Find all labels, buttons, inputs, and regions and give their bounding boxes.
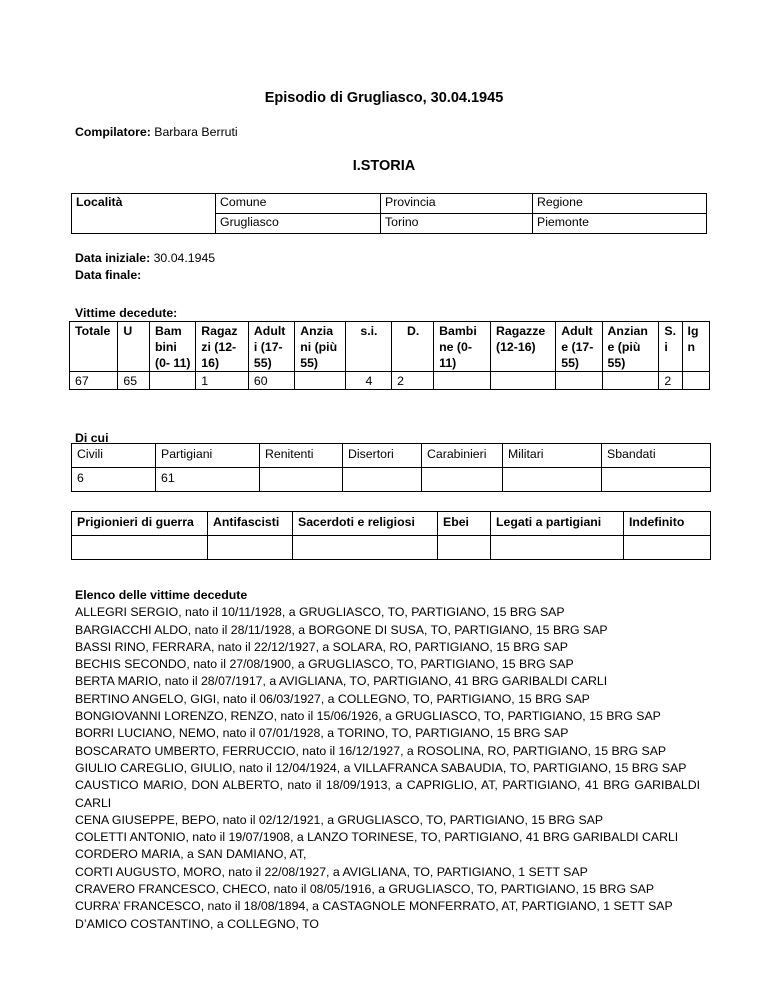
data-finale-label: Data finale: bbox=[75, 268, 142, 282]
categoria-value: 61 bbox=[156, 468, 260, 492]
categoria-value bbox=[343, 468, 422, 492]
elenco-line: D’AMICO COSTANTINO, a COLLEGNO, TO bbox=[75, 916, 319, 931]
di-cui-label: Di cui bbox=[75, 431, 109, 445]
vittime-value bbox=[149, 372, 195, 390]
data-iniziale-label: Data iniziale: bbox=[75, 251, 151, 265]
categoria-value bbox=[422, 468, 503, 492]
vittime-value bbox=[682, 372, 709, 390]
categoria-header: Sbandati bbox=[602, 444, 711, 468]
vittime-value: 2 bbox=[392, 372, 434, 390]
categoria-value bbox=[503, 468, 602, 492]
vittime-header: U bbox=[118, 322, 150, 372]
data-iniziale-value: 30.04.1945 bbox=[153, 251, 216, 265]
regione-value: Piemonte bbox=[533, 214, 707, 234]
vittime-header: Bambi ne (0- 11) bbox=[434, 322, 491, 372]
vittime-header: Bam bini (0- 11) bbox=[149, 322, 195, 372]
elenco-line: CURRA’ FRANCESCO, nato il 18/08/1894, a CASTAGNOLE MONFERRATO, AT, PARTIGIANO, 1 SETT SAP bbox=[75, 899, 673, 914]
categoria-value bbox=[602, 468, 711, 492]
vittime-value: 65 bbox=[118, 372, 150, 390]
elenco-title: Elenco delle vittime decedute bbox=[75, 588, 248, 602]
categoria2-header: Sacerdoti e religiosi bbox=[293, 512, 438, 536]
compilatore-value: Barbara Berruti bbox=[154, 125, 238, 139]
categoria-header: Militari bbox=[503, 444, 602, 468]
vittime-header-row bbox=[70, 322, 710, 372]
vittime-value: 1 bbox=[196, 372, 249, 390]
vittime-header: Anzian e (più 55) bbox=[602, 322, 659, 372]
categoria-header: Renitenti bbox=[260, 444, 343, 468]
vittime-header: S. i bbox=[659, 322, 682, 372]
vittime-header: s.i. bbox=[345, 322, 391, 372]
elenco-line: BOSCARATO UMBERTO, FERRUCCIO, nato il 16/12/1927, a ROSOLINA, RO, PARTIGIANO, 15 BRG SAP bbox=[75, 743, 667, 758]
vittime-value: 60 bbox=[248, 372, 294, 390]
categorie-table-1 bbox=[71, 443, 711, 492]
vittime-value: 67 bbox=[70, 372, 118, 390]
categoria-header: Disertori bbox=[343, 444, 422, 468]
vittime-table bbox=[69, 321, 710, 390]
elenco-line: CENA GIUSEPPE, BEPO, nato il 02/12/1921, a GRUGLIASCO, TO, PARTIGIANO, 15 BRG SAP bbox=[75, 812, 604, 827]
categoria2-header: Prigionieri di guerra bbox=[72, 512, 208, 536]
vittime-values-row bbox=[70, 372, 710, 390]
compilatore bbox=[75, 125, 238, 139]
vittime-header: D. bbox=[392, 322, 434, 372]
categoria2-value bbox=[208, 536, 293, 560]
vittime-header: Adult e (17- 55) bbox=[556, 322, 602, 372]
elenco-vittime bbox=[75, 587, 700, 933]
vittime-header: Totale bbox=[70, 322, 118, 372]
comune-label: Comune bbox=[216, 194, 381, 214]
categorie-table-2 bbox=[71, 511, 711, 560]
elenco-line: CAUSTICO MARIO, DON ALBERTO, nato il 18/09/1913, a CAPRIGLIO, AT, PARTIGIANO, 41 BRG GARIBALDI bbox=[75, 778, 700, 793]
categoria2-value bbox=[438, 536, 491, 560]
vittime-header: Ig n bbox=[682, 322, 709, 372]
elenco-line: CORDERO MARIA, a SAN DAMIANO, AT, bbox=[75, 847, 307, 862]
categoria2-value bbox=[624, 536, 711, 560]
vittime-header: Anzia ni (più 55) bbox=[295, 322, 346, 372]
localita-table bbox=[71, 193, 707, 234]
categorie2-values-row bbox=[72, 536, 711, 560]
data-iniziale bbox=[75, 250, 215, 266]
categoria-value: 6 bbox=[72, 468, 156, 492]
localita-label: Località bbox=[72, 194, 216, 234]
categoria2-header: Legati a partigiani bbox=[491, 512, 624, 536]
vittime-value bbox=[602, 372, 659, 390]
categoria2-value bbox=[491, 536, 624, 560]
vittime-header: Ragaz zi (12- 16) bbox=[196, 322, 249, 372]
vittime-value bbox=[295, 372, 346, 390]
elenco-line: BASSI RINO, FERRARA, nato il 22/12/1927, a SOLARA, RO, PARTIGIANO, 15 BRG SAP bbox=[75, 639, 568, 654]
vittime-value: 4 bbox=[345, 372, 391, 390]
categoria2-value bbox=[72, 536, 208, 560]
section-title: I.STORIA bbox=[352, 158, 416, 174]
vittime-value bbox=[490, 372, 555, 390]
elenco-line: BONGIOVANNI LORENZO, RENZO, nato il 15/06/1926, a GRUGLIASCO, TO, PARTIGIANO, 15 BRG SAP bbox=[75, 709, 661, 724]
elenco-line: COLETTI ANTONIO, nato il 19/07/1908, a LANZO TORINESE, TO, PARTIGIANO, 41 BRG GARIBALDI CARLI bbox=[75, 830, 679, 845]
vittime-value bbox=[434, 372, 491, 390]
elenco-line: CRAVERO FRANCESCO, CHECO, nato il 08/05/1916, a GRUGLIASCO, TO, PARTIGIANO, 15 BRG SAP bbox=[75, 882, 655, 897]
elenco-line: CORTI AUGUSTO, MORO, nato il 22/08/1927, a AVIGLIANA, TO, PARTIGIANO, 1 SETT SAP bbox=[75, 864, 588, 879]
elenco-line: ALLEGRI SERGIO, nato il 10/11/1928, a GRUGLIASCO, TO, PARTIGIANO, 15 BRG SAP bbox=[75, 605, 565, 620]
categoria2-header: Antifascisti bbox=[208, 512, 293, 536]
categorie-values-row bbox=[72, 468, 711, 492]
elenco-line: GIULIO CAREGLIO, GIULIO, nato il 12/04/1924, a VILLAFRANCA SABAUDIA, TO, PARTIGIANO, 15 BRG SAP bbox=[75, 760, 687, 775]
elenco-line: BERTA MARIO, nato il 28/07/1917, a AVIGLIANA, TO, PARTIGIANO, 41 BRG GARIBALDI CARLI bbox=[75, 674, 608, 689]
elenco-line: CARLI bbox=[75, 795, 112, 810]
elenco-line: BORRI LUCIANO, NEMO, nato il 07/01/1928, a TORINO, TO, PARTIGIANO, 15 BRG SAP bbox=[75, 726, 569, 741]
vittime-value: 2 bbox=[659, 372, 682, 390]
elenco-line: BARGIACCHI ALDO, nato il 28/11/1928, a BORGONE DI SUSA, TO, PARTIGIANO, 15 BRG SAP bbox=[75, 622, 608, 637]
regione-label: Regione bbox=[533, 194, 707, 214]
categoria2-header: Indefinito bbox=[624, 512, 711, 536]
categoria2-value bbox=[293, 536, 438, 560]
provincia-label: Provincia bbox=[381, 194, 533, 214]
compilatore-label: Compilatore: bbox=[75, 125, 151, 139]
vittime-value bbox=[556, 372, 602, 390]
page-title: Episodio di Grugliasco, 30.04.1945 bbox=[264, 90, 504, 106]
vittime-header: Adult i (17- 55) bbox=[248, 322, 294, 372]
vittime-header: Ragazze (12-16) bbox=[490, 322, 555, 372]
categoria-value bbox=[260, 468, 343, 492]
categoria-header: Partigiani bbox=[156, 444, 260, 468]
categoria-header: Carabinieri bbox=[422, 444, 503, 468]
elenco-line: BECHIS SECONDO, nato il 27/08/1900, a GRUGLIASCO, TO, PARTIGIANO, 15 BRG SAP bbox=[75, 657, 574, 672]
categoria-header: Civili bbox=[72, 444, 156, 468]
comune-value: Grugliasco bbox=[216, 214, 381, 234]
vittime-label: Vittime decedute: bbox=[75, 306, 178, 320]
categorie2-header-row bbox=[72, 512, 711, 536]
provincia-value: Torino bbox=[381, 214, 533, 234]
elenco-line: BERTINO ANGELO, GIGI, nato il 06/03/1927, a COLLEGNO, TO, PARTIGIANO, 15 BRG SAP bbox=[75, 691, 590, 706]
categorie-header-row bbox=[72, 444, 711, 468]
categoria2-header: Ebei bbox=[438, 512, 491, 536]
